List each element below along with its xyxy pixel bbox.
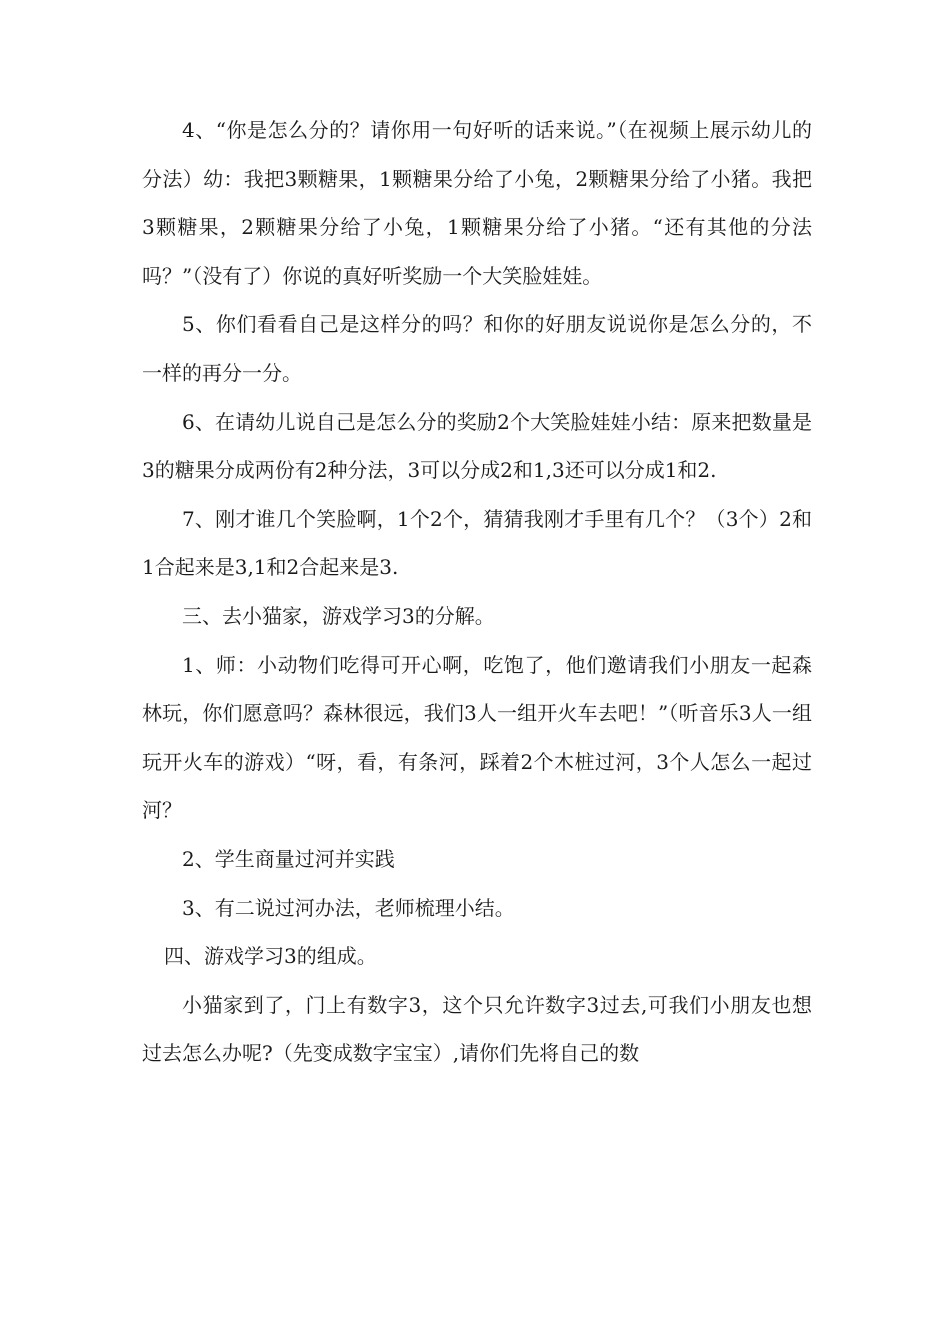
document-body bbox=[142, 106, 812, 1078]
paragraph-step-4: 4、“你是怎么分的？请你用一句好听的话来说。”（在视频上展示幼儿的分法）幼：我把3颗糖果，1颗糖果分给了小兔，2颗糖果分给了小猪。我把3颗糖果，2颗糖果分给了小兔，1颗糖果分给了小猪。“还有其他的分法吗？”（没有了）你说的真好听奖励一个大笑脸娃娃。 bbox=[142, 118, 812, 288]
paragraph-three-step-2: 2、学生商量过河并实践 bbox=[182, 846, 395, 871]
paragraph-three-step-3: 3、有二说过河办法，老师梳理小结。 bbox=[182, 895, 515, 920]
paragraph-step-7: 7、刚才谁几个笑脸啊，1个2个，猜猜我刚才手里有几个？（3个）2和1合起来是3,1和2合起来是3. bbox=[142, 506, 812, 580]
paragraph-step-6: 6、在请幼儿说自己是怎么分的奖励2个大笑脸娃娃小结：原来把数量是3的糖果分成两份有2种分法，3可以分成2和1,3还可以分成1和2. bbox=[142, 409, 812, 483]
section-heading-three: 三、去小猫家，游戏学习3的分解。 bbox=[182, 603, 495, 628]
paragraph-step-5: 5、你们看看自己是这样分的吗？和你的好朋友说说你是怎么分的，不一样的再分一分。 bbox=[142, 312, 812, 385]
section-heading-four: 四、游戏学习3的组成。 bbox=[164, 944, 377, 969]
paragraph-three-step-1: 1、师：小动物们吃得可开心啊，吃饱了，他们邀请我们小朋友一起森林玩，你们愿意吗？森林很远，我们3人一组开火车去吧！”（听音乐3人一组玩开火车的游戏）“呀，看，有条河，踩着2个木桩过河，3个人怎么一起过河？ bbox=[142, 652, 812, 823]
paragraph-four-intro: 小猫家到了，门上有数字3，这个只允许数字3过去,可我们小朋友也想过去怎么办呢?（先变成数字宝宝）,请你们先将自己的数 bbox=[142, 992, 812, 1066]
